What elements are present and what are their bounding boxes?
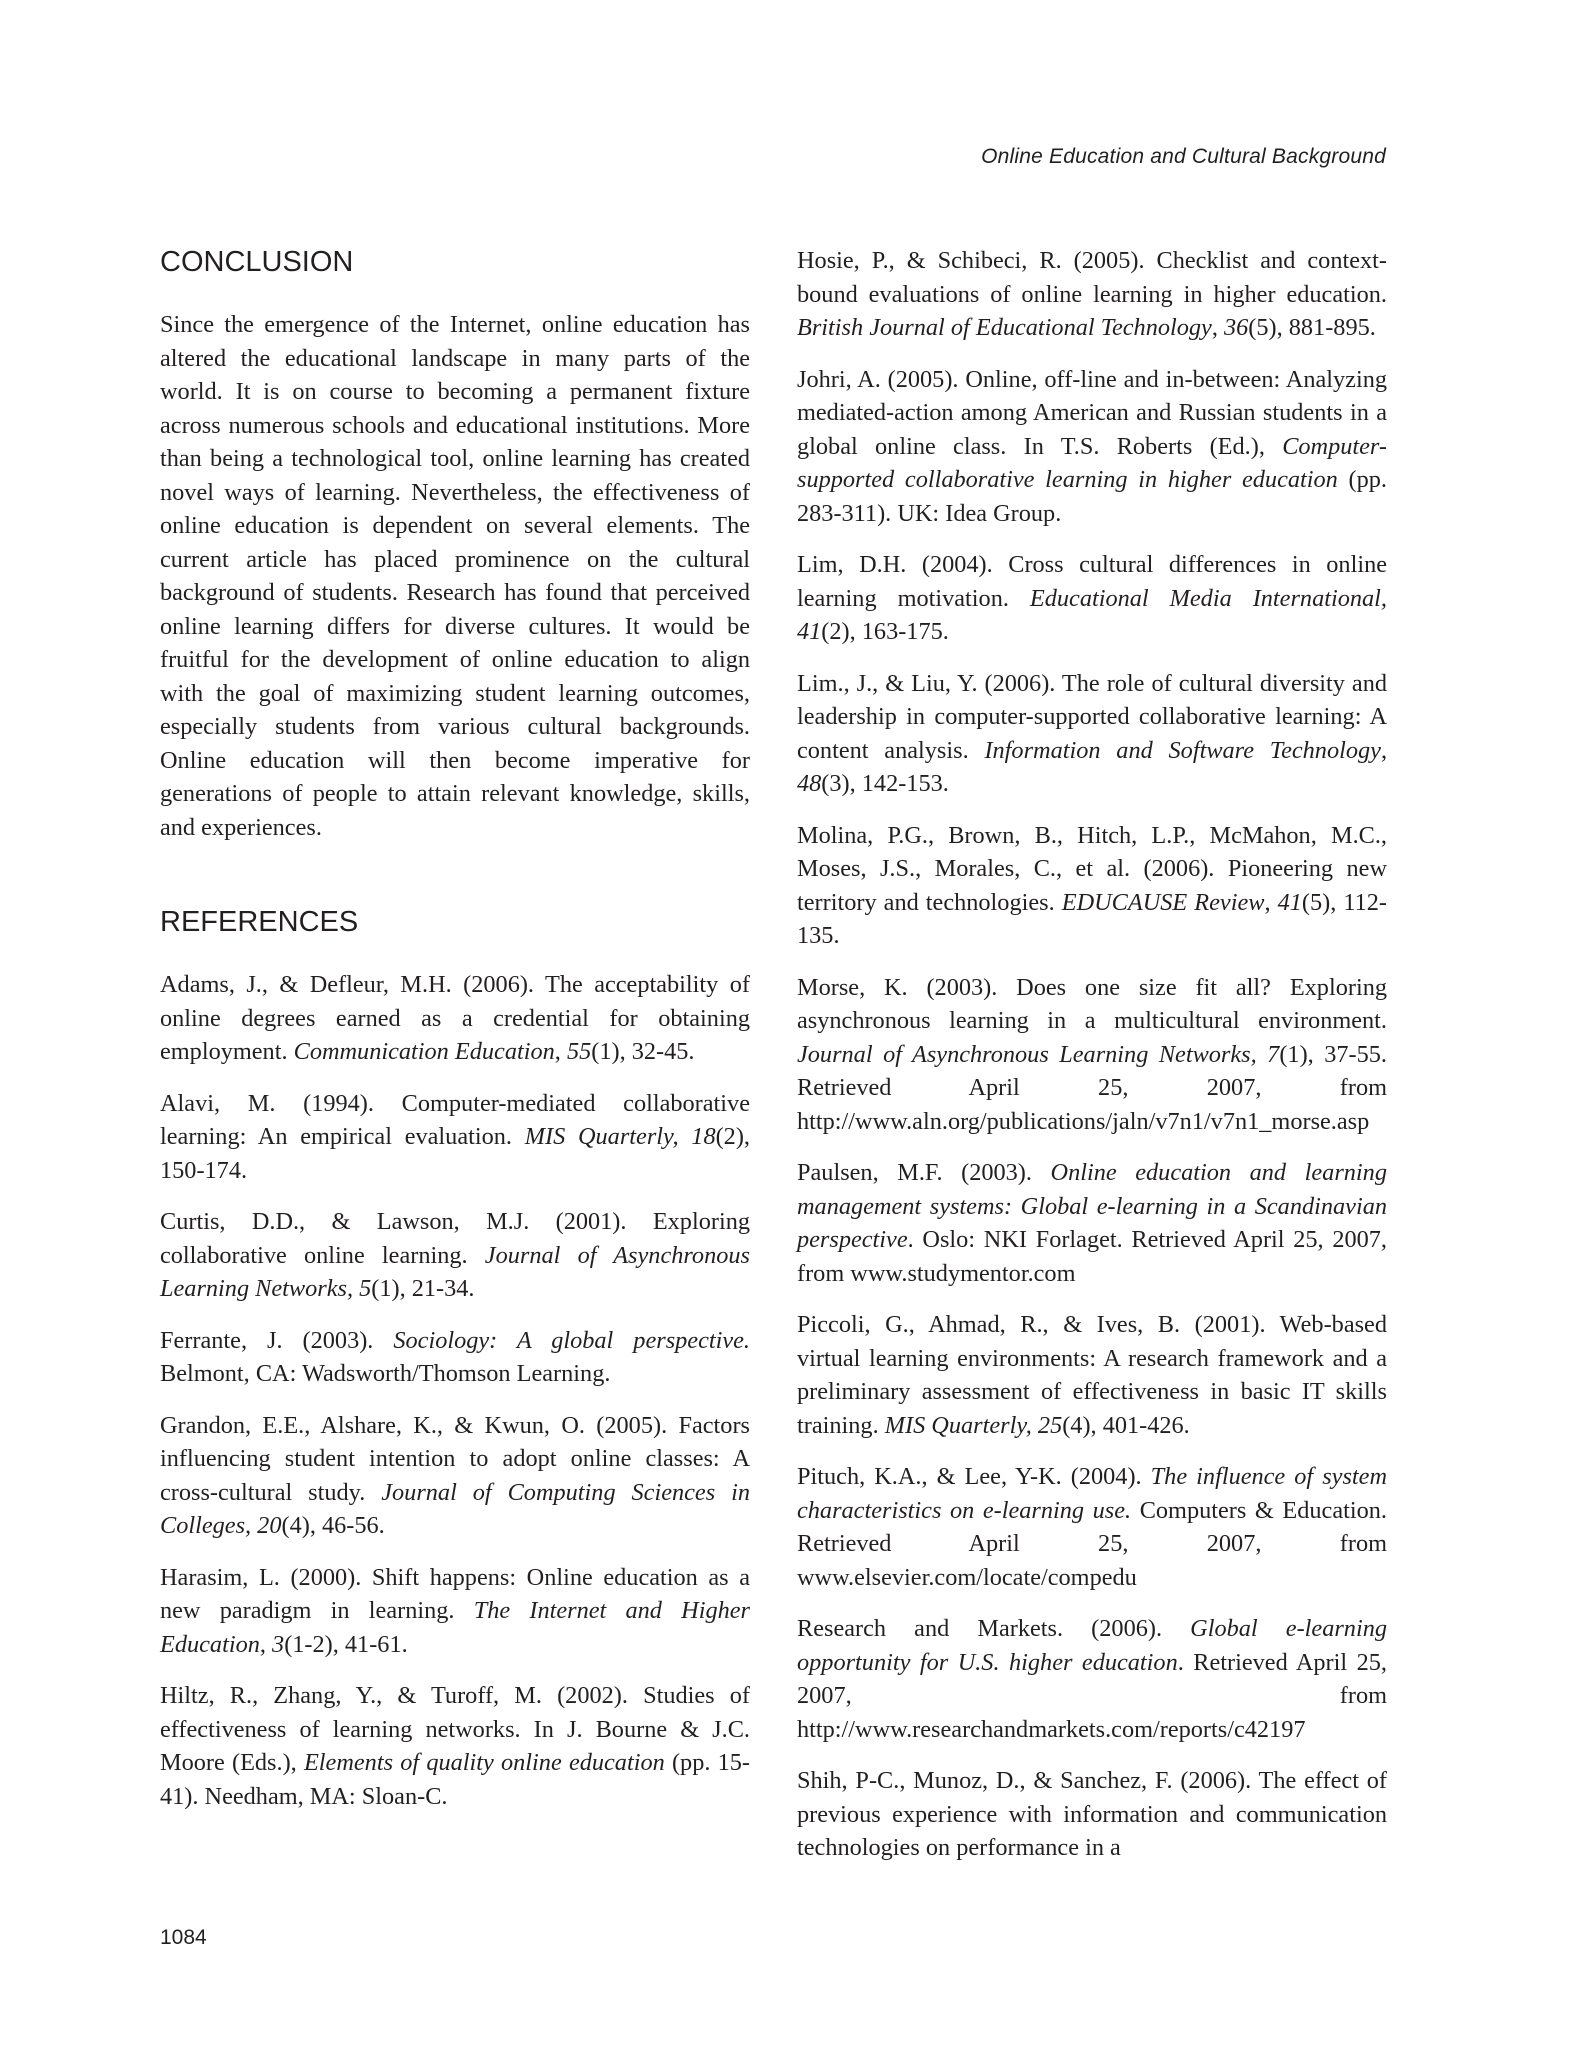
- reference-item: Alavi, M. (1994). Computer-mediated collaborative learning: An empirical evaluation. MIS Quarterly, 18(2), 150-174.: [160, 1089, 750, 1184]
- reference-item: Research and Markets. (2006). Global e-learning opportunity for U.S. higher education. Retrieved April 25, 2007, from http://www.researchandmarkets.com/reports/c42197: [797, 1615, 1388, 1743]
- reference-item: Curtis, D.D., & Lawson, M.J. (2001). Exploring collaborative online learning. Journal of Asynchronous Learning Networks, 5(1), 21-34.: [160, 1208, 750, 1302]
- right-column: [797, 244, 1387, 1883]
- reference-item: Shih, P-C., Munoz, D., & Sanchez, F. (2006). The effect of previous experience with information and communication technologies on performance in a: [797, 1767, 1387, 1861]
- conclusion-heading: CONCLUSION: [160, 246, 354, 278]
- reference-item: Adams, J., & Defleur, M.H. (2006). The acceptability of online degrees earned as a credential for obtaining employment. Communication Education, 55(1), 32-45.: [160, 971, 750, 1065]
- references-list-right: [797, 244, 1387, 1865]
- reference-item: Lim, D.H. (2004). Cross cultural differences in online learning motivation. Educational Media International, 41(2), 163-175.: [797, 551, 1387, 645]
- reference-item: Johri, A. (2005). Online, off-line and in-between: Analyzing mediated-action among American and Russian students in a global online class. In T.S. Roberts (Ed.), Computer-supported collaborative learning in higher education (pp. 283-311). UK: Idea Group.: [797, 365, 1387, 527]
- reference-item: Morse, K. (2003). Does one size fit all? Exploring asynchronous learning in a multicultural environment. Journal of Asynchronous Learning Networks, 7(1), 37-55. Retrieved April 25, 2007, from http://www.aln.org/publications/jaln/v7n1/v7n1_morse.asp: [797, 973, 1387, 1135]
- reference-item: Lim., J., & Liu, Y. (2006). The role of cultural diversity and leadership in computer-supported collaborative learning: A content analysis. Information and Software Technology, 48(3), 142-153.: [797, 669, 1388, 797]
- reference-item: Hosie, P., & Schibeci, R. (2005). Checklist and context-bound evaluations of online learning in higher education. British Journal of Educational Technology, 36(5), 881-895.: [797, 247, 1387, 341]
- page-number: 1084: [160, 1926, 207, 1949]
- reference-item: Piccoli, G., Ahmad, R., & Ives, B. (2001). Web-based virtual learning environments: A research framework and a preliminary assessment of effectiveness in basic IT skills training. MIS Quarterly, 25(4), 401-426.: [797, 1311, 1387, 1439]
- conclusion-text: Since the emergence of the Internet, online education has altered the educational landscape in many parts of the world. It is on course to becoming a permanent fixture across numerous schools and educational institutions. More than being a technological tool, online learning has created novel ways of learning. Nevertheless, the effectiveness of online education is dependent on several elements. The current article has placed prominence on the cultural background of students. Research has found that perceived online learning differs for diverse cultures. It would be fruitful for the development of online education to align with the goal of maximizing student learning outcomes, especially students from various cultural backgrounds. Online education will then become imperative for generations of people to attain relevant knowledge, skills, and experiences.: [160, 311, 750, 841]
- reference-item: Ferrante, J. (2003). Sociology: A global perspective. Belmont, CA: Wadsworth/Thomson Learning.: [160, 1326, 751, 1387]
- reference-item: Pituch, K.A., & Lee, Y-K. (2004). The influence of system characteristics on e-learning use. Computers & Education. Retrieved April 25, 2007, from www.elsevier.com/locate/compedu: [797, 1463, 1387, 1591]
- reference-item: Paulsen, M.F. (2003). Online education and learning management systems: Global e-learning in a Scandinavian perspective. Oslo: NKI Forlaget. Retrieved April 25, 2007, from www.studymentor.com: [797, 1159, 1387, 1287]
- running-header: Online Education and Cultural Background: [981, 145, 1386, 168]
- left-column: [160, 244, 750, 1831]
- references-heading: REFERENCES: [160, 906, 359, 938]
- reference-item: Harasim, L. (2000). Shift happens: Online education as a new paradigm in learning. The Internet and Higher Education, 3(1-2), 41-61.: [160, 1563, 751, 1658]
- references-list-left: [160, 968, 750, 1813]
- reference-item: Grandon, E.E., Alshare, K., & Kwun, O. (2005). Factors influencing student intention to adopt online classes: A cross-cultural study. Journal of Computing Sciences in Colleges, 20(4), 46-56.: [160, 1411, 750, 1539]
- reference-item: Hiltz, R., Zhang, Y., & Turoff, M. (2002). Studies of effectiveness of learning networks. In J. Bourne & J.C. Moore (Eds.), Elements of quality online education (pp. 15-41). Needham, MA: Sloan-C.: [160, 1682, 751, 1810]
- reference-item: Molina, P.G., Brown, B., Hitch, L.P., McMahon, M.C., Moses, J.S., Morales, C., et al. (2006). Pioneering new territory and technologies. EDUCAUSE Review, 41(5), 112-135.: [797, 821, 1387, 949]
